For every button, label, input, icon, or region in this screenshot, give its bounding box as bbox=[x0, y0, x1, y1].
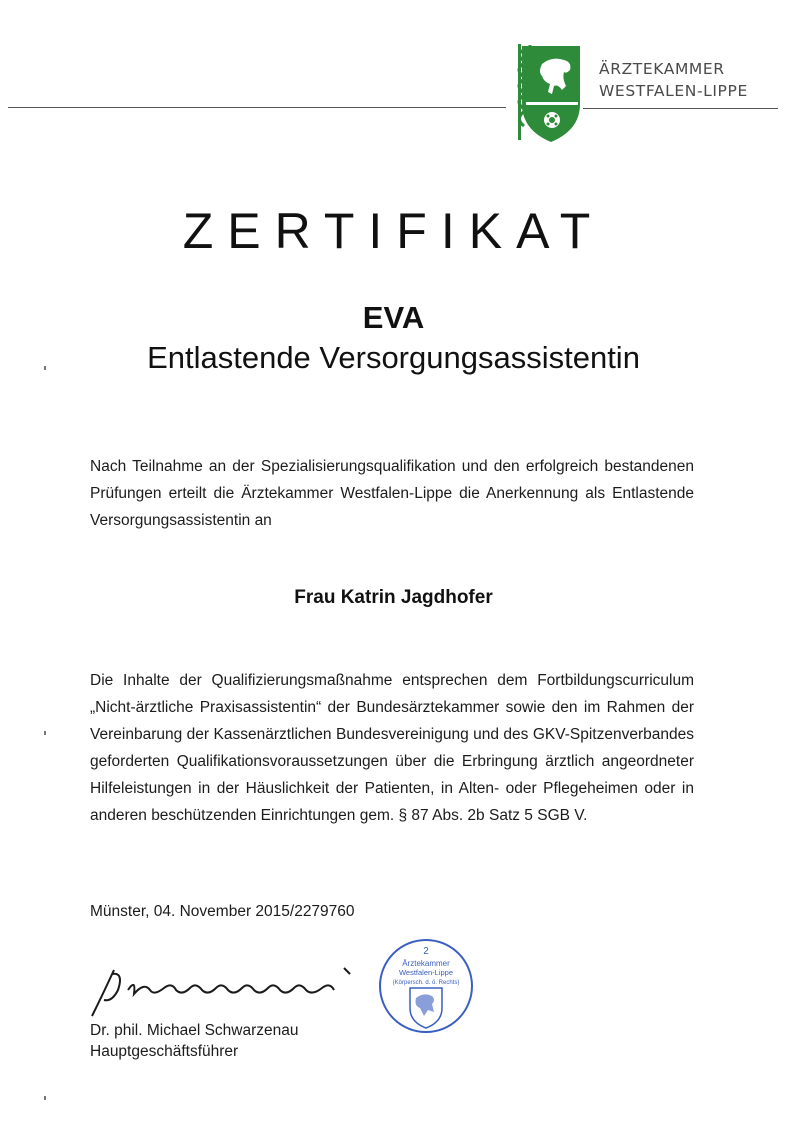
qualification-name: Entlastende Versorgungsassistentin bbox=[147, 340, 640, 375]
scan-mark bbox=[44, 366, 46, 370]
signatory-name: Dr. phil. Michael Schwarzenau bbox=[90, 1022, 299, 1039]
svg-text:Ärztekammer: Ärztekammer bbox=[402, 959, 450, 968]
signatory bbox=[90, 1020, 299, 1062]
intro-paragraph: Nach Teilnahme an der Spezialisierungsqualifikation und den erfolgreich bestandenen Prüfungen erteilt die Ärztekammer Westfalen-Lippe die Anerkennung als Entlastende Versorgungsassistentin an bbox=[90, 458, 694, 529]
recipient-name: Frau Katrin Jagdhofer bbox=[294, 587, 493, 608]
place-date-line: Münster, 04. November 2015/2279760 bbox=[90, 903, 355, 920]
org-name-line2: WESTFALEN-LIPPE bbox=[599, 82, 748, 100]
svg-text:2: 2 bbox=[423, 946, 429, 957]
organization-name bbox=[599, 58, 748, 102]
header-rule-right bbox=[583, 108, 778, 109]
header-rule-left bbox=[8, 107, 506, 108]
qualification-abbreviation: EVA bbox=[362, 300, 425, 335]
certificate-title: ZERTIFIKAT bbox=[182, 203, 605, 259]
aesculapius-horse-shield-icon bbox=[508, 42, 588, 144]
svg-text:(Körpersch. d. ö. Rechts): (Körpersch. d. ö. Rechts) bbox=[392, 980, 460, 986]
handwritten-signature bbox=[84, 960, 364, 1022]
org-name-line1: ÄRZTEKAMMER bbox=[599, 60, 725, 78]
content-paragraph: Die Inhalte der Qualifizierungsmaßnahme entsprechen dem Fortbildungscurriculum „Nicht-ärztliche Praxisassistentin“ der Bundesärztekammer sowie den im Rahmen der Vereinbarung der Kassenärztlichen Bundesvereinigung und des GKV-Spitzenverbandes geforderten Qualifikationsvoraussetzungen über die Erbringung ärztlich angeordneter Hilfeleistungen in der Häuslichkeit der Patienten, in Alten- oder Pflegeheimen oder in anderen beschützenden Einrichtungen gem. § 87 Abs. 2b Satz 5 SGB V. bbox=[90, 672, 694, 824]
svg-text:Westfalen-Lippe: Westfalen-Lippe bbox=[398, 968, 454, 977]
official-seal-stamp bbox=[376, 936, 476, 1036]
scan-mark bbox=[44, 731, 46, 735]
scan-mark bbox=[44, 1096, 46, 1100]
signatory-role: Hauptgeschäftsführer bbox=[90, 1043, 239, 1060]
